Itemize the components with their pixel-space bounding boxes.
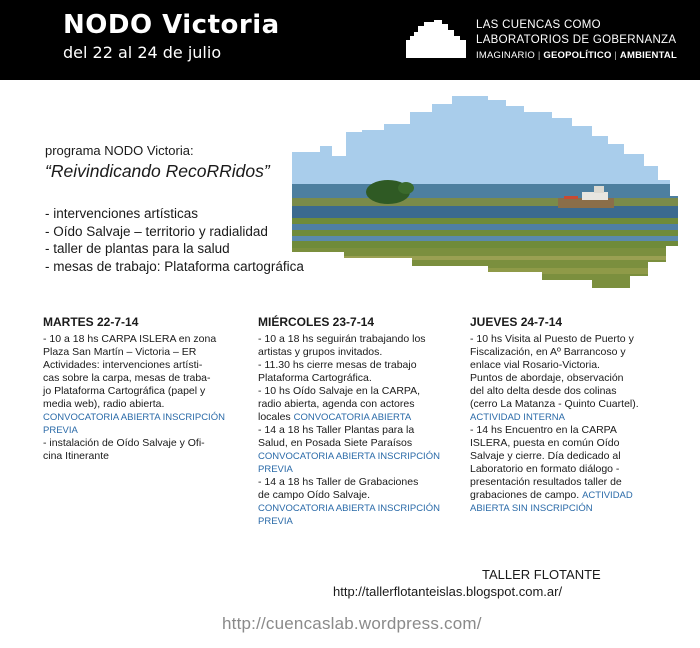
wednesday-heading: MIÉRCOLES 23-7-14 <box>258 315 375 329</box>
activity-notice: ACTIVIDAD INTERNA <box>470 412 566 423</box>
text-line: Actividades: intervenciones artísti- <box>43 359 203 371</box>
tuesday-column <box>43 316 243 463</box>
cuenca-map-logo-icon <box>404 18 468 60</box>
logo-word-geopolitico: GEOPOLÍTICO <box>543 50 612 61</box>
text-line: de campo Oído Salvaje. <box>258 489 371 501</box>
text-line: Plataforma Cartográfica. <box>258 372 372 384</box>
logo-text-line-2: LABORATORIOS DE GOBERNANZA <box>476 34 677 46</box>
list-item: - mesas de trabajo: Plataforma cartográfica <box>45 258 304 274</box>
text-line: ISLERA, puesta en común Oído <box>470 437 620 449</box>
logo-text-line-1: LAS CUENCAS COMO <box>476 19 601 31</box>
thursday-column <box>470 316 676 515</box>
activity-notice: ACTIVIDAD <box>582 490 633 501</box>
text-line: Fiscalización, en Aº Barrancoso y <box>470 346 626 358</box>
text-line: - 10 hs Visita al Puesto de Puerto y <box>470 333 634 345</box>
text-line: Laboratorio en formato diálogo - <box>470 463 620 475</box>
text-line: - 11.30 hs cierre mesas de trabajo <box>258 359 417 371</box>
text-line: cina Itinerante <box>43 450 109 462</box>
registration-notice: CONVOCATORIA ABIERTA <box>293 412 412 423</box>
registration-notice: PREVIA <box>258 464 293 475</box>
program-title: “Reivindicando RecoRRidos” <box>45 161 270 181</box>
registration-notice: PREVIA <box>43 425 78 436</box>
text-line: Salud, en Posada Siete Paraísos <box>258 437 413 449</box>
list-item: - taller de plantas para la salud <box>45 241 230 256</box>
activity-notice: ABIERTA SIN INSCRIPCIÓN <box>470 503 593 514</box>
text-line: - 14 a 18 hs Taller Plantas para la <box>258 424 415 436</box>
cuencaslab-link[interactable]: http://cuencaslab.wordpress.com/ <box>222 614 482 633</box>
text-fragment: grabaciones de campo. <box>470 489 583 501</box>
text-line: cas sobre la carpa, mesas de traba- <box>43 372 211 384</box>
text-line: - 10 a 18 hs seguirán trabajando los <box>258 333 426 345</box>
text-line: enlace vial Rosario-Victoria. <box>470 359 600 371</box>
taller-flotante-link[interactable]: http://tallerflotanteislas.blogspot.com.ar/ <box>333 584 563 599</box>
text-line: radio abierta, agenda con actores <box>258 398 415 410</box>
logo-separator-2: | <box>611 50 620 61</box>
text-line: Puntos de abordaje, observación <box>470 372 624 384</box>
text-line: - instalación de Oído Salvaje y Ofi- <box>43 437 205 449</box>
registration-notice: CONVOCATORIA ABIERTA INSCRIPCIÓN <box>258 503 440 514</box>
logo-text-line-3 <box>476 50 677 61</box>
program-label: programa NODO Victoria: <box>45 143 194 158</box>
text-line: artistas y grupos invitados. <box>258 346 383 358</box>
taller-flotante-title: TALLER FLOTANTE <box>482 567 601 582</box>
activities-list <box>45 205 304 275</box>
header-banner <box>0 0 700 80</box>
event-dates: del 22 al 24 de julio <box>63 43 222 62</box>
text-line: - 14 hs Encuentro en la CARPA <box>470 424 617 436</box>
text-line: del alto delta desde dos colinas <box>470 385 617 397</box>
list-item: - Oído Salvaje – territorio y radialidad <box>45 223 268 239</box>
text-line <box>470 489 676 502</box>
wetland-landscape-photo <box>292 96 678 288</box>
tuesday-heading: MARTES 22-7-14 <box>43 315 139 329</box>
text-line <box>258 411 458 424</box>
list-item: - intervenciones artísticas <box>45 206 199 221</box>
text-line: presentación resultados taller de <box>470 476 622 488</box>
registration-notice: CONVOCATORIA ABIERTA INSCRIPCIÓN <box>43 412 225 423</box>
text-line: - 10 hs Oído Salvaje en la CARPA, <box>258 385 421 397</box>
thursday-heading: JUEVES 24-7-14 <box>470 315 563 329</box>
text-line: Plaza San Martín – Victoria – ER <box>43 346 197 358</box>
text-line: Salvaje y cierre. Día dedicado al <box>470 450 621 462</box>
text-line: - 14 a 18 hs Taller de Grabaciones <box>258 476 419 488</box>
logo-word-imaginario: IMAGINARIO <box>476 50 536 61</box>
registration-notice: PREVIA <box>258 516 293 527</box>
text-line: jo Plataforma Cartográfica (papel y <box>43 385 206 397</box>
text-fragment: locales <box>258 411 294 423</box>
text-line: - 10 a 18 hs CARPA ISLERA en zona <box>43 333 217 345</box>
logo-word-ambiental: AMBIENTAL <box>619 50 677 61</box>
page-title: NODO Victoria <box>63 10 280 40</box>
registration-notice: CONVOCATORIA ABIERTA INSCRIPCIÓN <box>258 451 440 462</box>
text-line: media web), radio abierta. <box>43 398 165 410</box>
wednesday-column <box>258 316 458 528</box>
logo-separator: | <box>535 50 544 61</box>
text-line: (cerro La Matanza - Quinto Cuartel). <box>470 398 639 410</box>
